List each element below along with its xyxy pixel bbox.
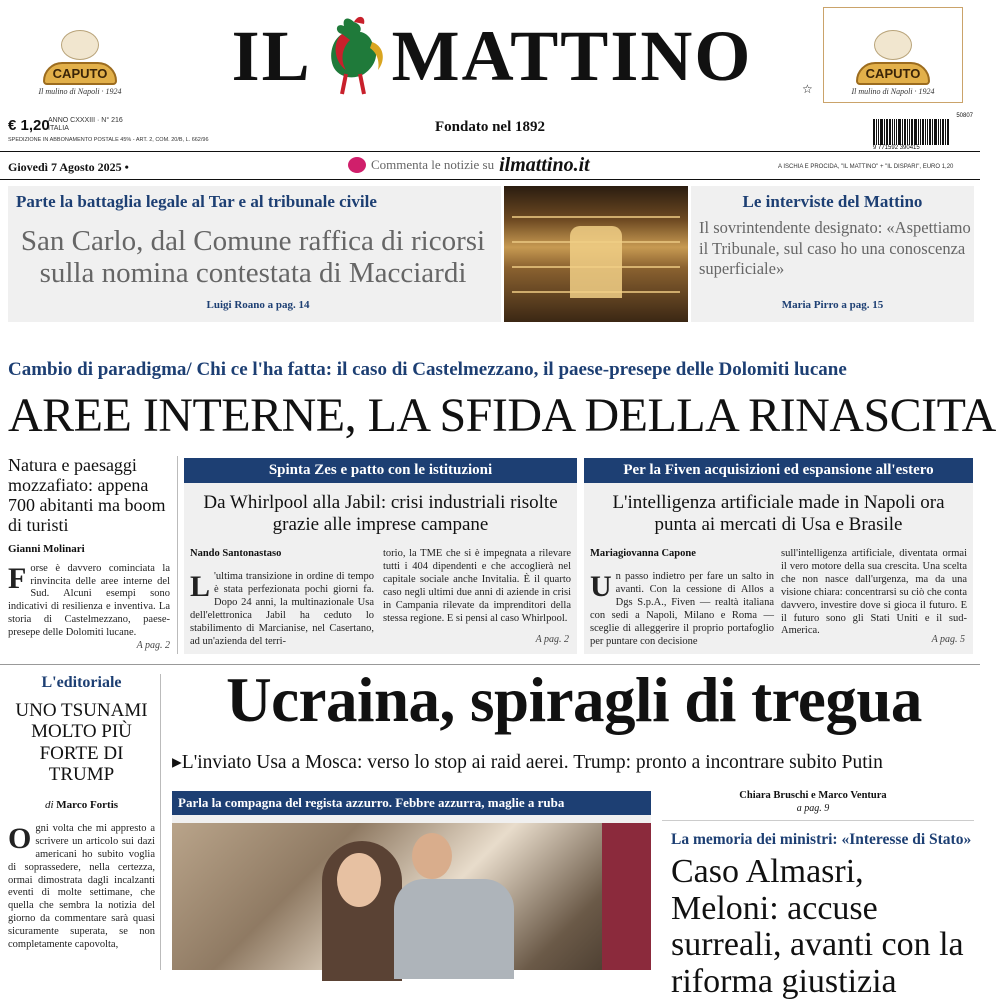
barcode-bars xyxy=(873,119,973,145)
barcode-bar xyxy=(884,119,885,145)
fiven-story-bar: Per la Fiven acquisizioni ed espansione all'estero xyxy=(584,458,973,483)
caputo-tagline: Il mulino di Napoli · 1924 xyxy=(851,87,935,96)
side-story-headline[interactable]: Natura e paesaggi mozzafiato: appena 700 abitanti ma boom di turisti xyxy=(8,455,166,536)
barcode-bar xyxy=(932,119,933,145)
whirlpool-story-page-ref: A pag. 2 xyxy=(535,634,569,645)
whirlpool-story-bar: Spinta Zes e patto con le istituzioni xyxy=(184,458,577,483)
barcode-bar xyxy=(896,119,897,145)
comment-site[interactable]: ilmattino.it xyxy=(499,153,590,176)
barcode-bar xyxy=(914,119,917,145)
whirlpool-story-text-1: 'ultima transizione in ordine di tempo è stata perfezionata pochi giorni fa. Dopo 24 anni, la multinazionale Usa dell'elettronica Jabil ha ceduto lo stabilimento di Marcianise, nel Casertano, ad un'azienda del terri- xyxy=(190,571,374,647)
masthead-title xyxy=(172,12,812,100)
postal-info: SPEDIZIONE IN ABBONAMENTO POSTALE 45% - ART. 2, COM. 20/B, L. 662/96 xyxy=(8,137,209,143)
column-divider xyxy=(177,456,178,654)
editorial[interactable] xyxy=(8,674,155,952)
barcode-bar xyxy=(940,119,941,145)
barcode-bar xyxy=(892,119,893,145)
rooster-icon xyxy=(314,12,390,100)
photo-story-bar: Parla la compagna del regista azzurro. Febbre azzurra, maglie a ruba xyxy=(172,791,651,815)
caputo-logo: CAPUTO xyxy=(856,62,931,85)
whirlpool-story-author: Nando Santonastaso xyxy=(190,548,282,559)
almasri-kicker: La memoria dei ministri: «Interesse di Stato» xyxy=(671,831,972,848)
fiven-story-headline[interactable]: L'intelligenza artificiale made in Napoli ora punta ai mercati di Usa e Brasile xyxy=(612,492,945,536)
main-subhead: ▸L'inviato Usa a Mosca: verso lo stop ai raid aerei. Trump: pronto a incontrare subito Putin xyxy=(172,752,883,773)
speech-bubble-icon xyxy=(348,157,366,173)
issue-date: Giovedì 7 Agosto 2025 • xyxy=(8,160,129,174)
barcode-bar xyxy=(907,119,908,145)
caputo-advert-left xyxy=(10,6,150,102)
photo-detail xyxy=(394,879,514,979)
side-story-author: Gianni Molinari xyxy=(8,542,85,555)
editorial-author: Marco Fortis xyxy=(56,798,119,811)
editorial-body xyxy=(8,823,155,952)
side-story[interactable] xyxy=(8,455,170,651)
chef-icon xyxy=(874,30,912,60)
caputo-tagline: Il mulino di Napoli · 1924 xyxy=(38,87,122,96)
barcode-bar xyxy=(942,119,944,145)
photo-detail xyxy=(412,833,452,879)
barcode-bar xyxy=(898,119,901,145)
barcode-digits: 9 771592 390415 xyxy=(873,145,920,151)
side-story-page-ref: A pag. 2 xyxy=(136,640,170,652)
barcode xyxy=(873,113,973,151)
whirlpool-story-col1 xyxy=(190,571,374,648)
barcode-bar xyxy=(925,119,926,145)
dropcap: F xyxy=(8,561,27,595)
chef-icon xyxy=(61,30,99,60)
dropcap: O xyxy=(8,821,32,855)
royal-box xyxy=(570,226,622,298)
top-story-kicker: Parte la battaglia legale al Tar e al tribunale civile xyxy=(16,192,377,211)
barcode-issue: 50807 xyxy=(956,113,973,119)
top-interview-byline: Maria Pirro a pag. 15 xyxy=(781,299,884,311)
couple-photo xyxy=(172,823,651,970)
photo-detail xyxy=(512,216,680,218)
editorial-text: gni volta che mi appresto a scrivere un articolo sui dazi americani ho subito voglia di soprassedere, nella certezza, ormai dimostrata dagli incalzanti eventi di molte settimane, che quella che sembra la notizia del giorno da commentare sarà quasi sicuramente superata, se non completamente capovolta, xyxy=(8,822,155,951)
barcode-bar xyxy=(920,119,921,145)
barcode-bar xyxy=(929,119,931,145)
barcode-bar xyxy=(886,119,888,145)
comment-prefix: Commenta le notizie su xyxy=(371,157,495,172)
fiven-story-col2: sull'intelligenza artificiale, diventata ormai il vero motore della sua crescita. Una scelta che non nasce dall'urgenza, ma da una visione chiara: concentrarsi su ciò che conta davvero, investire dove si gioca il futuro. E il futuro sono gli Stati Uniti e il sud-America. xyxy=(781,548,967,637)
barcode-bar xyxy=(934,119,937,145)
barcode-bar xyxy=(880,119,883,145)
lead-headline[interactable]: AREE INTERNE, LA SFIDA DELLA RINASCITA xyxy=(8,389,996,442)
side-story-text: orse è davvero cominciata la rinvincita delle aree interne del Sud. Alcuni esempi sono indicativi di resilienza e inventiva. La storia di Castelmezzano, paese-presepe delle Dolomiti lucane. xyxy=(8,562,170,639)
editorial-kicker: L'editoriale xyxy=(41,674,122,691)
fiven-story[interactable] xyxy=(584,458,973,654)
barcode-bar xyxy=(902,119,903,145)
barcode-bar xyxy=(909,119,910,145)
whirlpool-story[interactable] xyxy=(184,458,577,654)
founded-line: Fondato nel 1892 xyxy=(434,119,545,135)
top-interview-kicker: Le interviste del Mattino xyxy=(742,192,923,211)
divider xyxy=(0,179,980,180)
top-interview[interactable] xyxy=(691,186,974,322)
masthead-title-right: MATTINO xyxy=(391,16,753,96)
star-icon: ☆ xyxy=(802,82,813,96)
editorial-headline[interactable]: UNO TSUNAMI MOLTO PIÙ FORTE DI TRUMP xyxy=(15,700,148,786)
author-prefix: di xyxy=(44,798,54,811)
fiven-story-page-ref: A pag. 5 xyxy=(931,634,965,645)
divider xyxy=(662,820,974,821)
caputo-logo: CAPUTO xyxy=(43,62,118,85)
ischia-note: A ISCHIA E PROCIDA, "IL MATTINO" + "IL DISPARI", EURO 1,20 xyxy=(778,164,954,170)
dropcap: U xyxy=(590,570,612,603)
photo-story[interactable] xyxy=(172,791,651,970)
whirlpool-story-col2: torio, la TME che si è impegnata a rilevare tutti i 404 dipendenti e che accoglierà nel capitale sociale anche Invitalia. È il quarto caso negli ultimi due anni di aziende in crisi in Campania rilevate da imprenditori della stessa regione. E si pensi al caso Whirlpool. xyxy=(383,548,571,624)
top-story-byline: Luigi Roano a pag. 14 xyxy=(206,299,310,311)
masthead-title-left: IL xyxy=(231,16,312,96)
lead-kicker: Cambio di paradigma/ Chi ce l'ha fatta: il caso di Castelmezzano, il paese-presepe delle Dolomiti lucane xyxy=(8,359,847,380)
fiven-story-author: Mariagiovanna Capone xyxy=(590,548,696,559)
barcode-bar xyxy=(911,119,913,145)
barcode-bar xyxy=(904,119,906,145)
top-interview-headline[interactable]: Il sovrintendente designato: «Aspettiamo il Tribunale, sul caso ho una conoscenza superficiale» xyxy=(699,218,971,279)
top-story[interactable] xyxy=(8,186,501,322)
almasri-headline[interactable]: Caso Almasri, Meloni: accuse surreali, avanti con la riforma giustizia xyxy=(671,853,964,1001)
barcode-bar xyxy=(889,119,891,145)
whirlpool-story-headline[interactable]: Da Whirlpool alla Jabil: crisi industriali risolte grazie alle imprese campane xyxy=(203,492,558,536)
edition-country: ITALIA xyxy=(48,125,69,133)
barcode-bar xyxy=(945,119,946,145)
barcode-bar xyxy=(927,119,928,145)
photo-detail xyxy=(602,823,651,970)
barcode-bar xyxy=(938,119,939,145)
almasri-story[interactable] xyxy=(671,831,976,1001)
editorial-author-line xyxy=(8,799,155,811)
comment-banner[interactable] xyxy=(348,152,590,178)
dropcap: L xyxy=(190,570,211,603)
barcode-bar xyxy=(878,119,879,145)
barcode-bar xyxy=(894,119,895,145)
edition-number: ANNO CXXXIII · N° 216 xyxy=(48,117,123,124)
caputo-advert-right xyxy=(823,7,963,103)
fiven-story-col1 xyxy=(590,571,774,648)
column-divider xyxy=(160,674,161,970)
teatro-san-carlo-photo xyxy=(504,186,688,322)
main-story-authors: Chiara Bruschi e Marco Ventura xyxy=(739,790,887,801)
top-story-headline[interactable]: San Carlo, dal Comune raffica di ricorsi sulla nomina contestata di Macciardi xyxy=(20,225,486,289)
barcode-bar xyxy=(947,119,949,145)
main-headline[interactable]: Ucraina, spiragli di tregua xyxy=(226,665,922,735)
barcode-bar xyxy=(918,119,919,145)
price: € 1,20 xyxy=(8,117,50,134)
fiven-story-text-1: n passo indietro per fare un salto in avanti. Con la cessione di Allos a Dgs S.p.A., Fiven — realtà italiana con sedi a Napoli, Milano e Roma — sceglie di alleggerire il proprio portafoglio per puntare con decisione xyxy=(590,571,774,647)
barcode-bar xyxy=(873,119,875,145)
side-story-body xyxy=(8,563,170,640)
main-story-page-ref: a pag. 9 xyxy=(796,803,830,814)
edition-info xyxy=(48,117,123,133)
barcode-bar xyxy=(922,119,924,145)
photo-detail xyxy=(337,853,381,907)
barcode-bar xyxy=(876,119,877,145)
